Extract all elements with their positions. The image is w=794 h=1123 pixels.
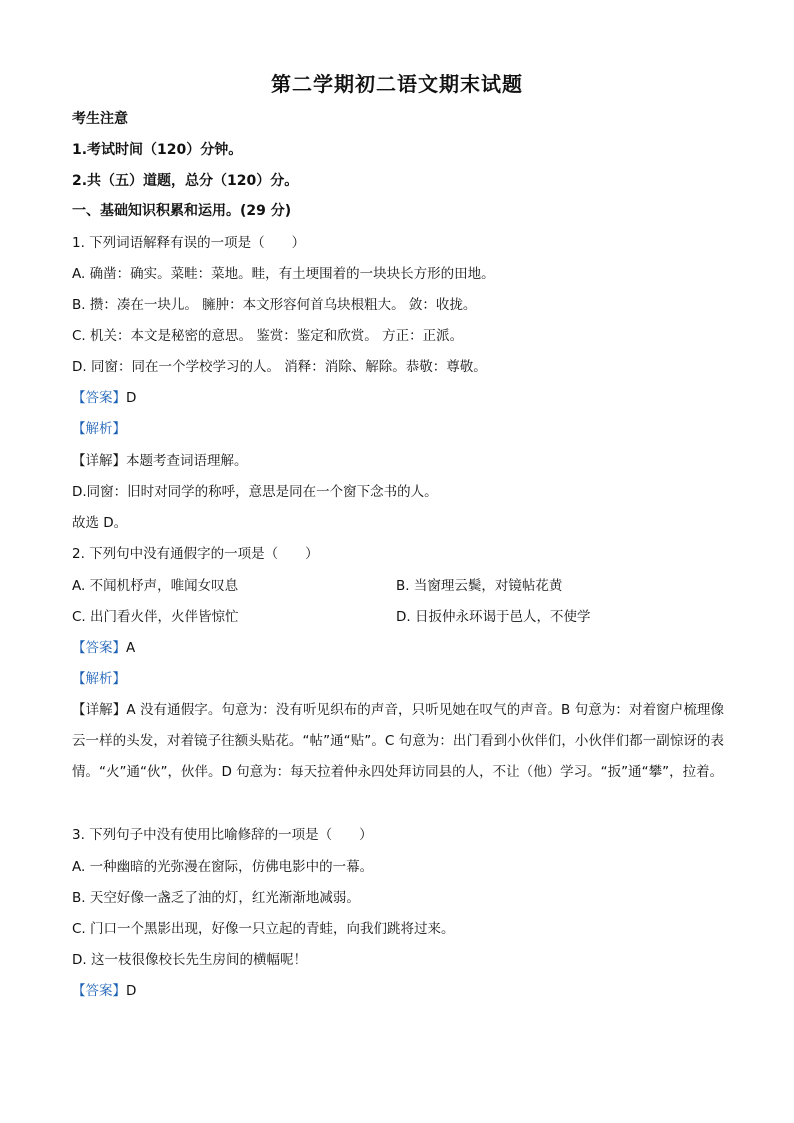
detail-tag: 【详解】 (72, 702, 127, 718)
q2-option-a: A. 不闻机杼声，唯闻女叹息 (72, 578, 239, 594)
detail-text: A 没有通假字。句意为：没有听见织布的声音，只听见她在叹气的声音。B 句意为：对着窗户梳理像云一样的头发，对着镜子往额头贴花。“帖”通“贴”。C 句意为：出门看到小伙伴们，小伙伴们都一副惊讶的表情。“火”通“伙”，伙伴。D 句意为：每天拉着仲永四处拜访同县的人，不让（他）学习。“扳”通“攀”，拉着。 (72, 702, 725, 780)
page-title: 第二学期初二语文期末试题 (271, 72, 523, 96)
q1-option-c: C. 机关：本文是秘密的意思。 鉴赏：鉴定和欣赏。 方正：正派。 (72, 328, 464, 344)
q3-option-a: A. 一种幽暗的光弥漫在窗际，仿佛电影中的一幕。 (72, 859, 374, 875)
answer-tag: 【答案】 (72, 983, 126, 999)
q1-detail (72, 452, 248, 470)
q3-option-c: C. 门口一个黑影出现，好像一只立起的青蛙，向我们跳将过来。 (72, 921, 455, 937)
section-heading: 一、基础知识积累和运用。(29 分) (72, 203, 292, 219)
detail-tag: 【详解】 (72, 453, 126, 469)
answer-value: D (126, 390, 137, 406)
q2-detail (72, 695, 724, 788)
q2-option-d: D. 日扳仲永环谒于邑人，不使学 (396, 609, 591, 625)
q2-stem: 2. 下列句中没有通假字的一项是（ ） (72, 546, 319, 562)
q3-option-b: B. 天空好像一盏乏了油的灯，红光渐渐地减弱。 (72, 890, 360, 906)
q2-option-c: C. 出门看火伴，火伴皆惊忙 (72, 609, 239, 625)
q1-analysis-tag: 【解析】 (72, 421, 126, 437)
answer-tag: 【答案】 (72, 640, 126, 656)
notice-item-1: 1.考试时间（120）分钟。 (72, 142, 243, 158)
q1-answer (72, 389, 136, 407)
q2-option-b: B. 当窗理云鬓，对镜帖花黄 (396, 578, 563, 594)
q1-option-d: D. 同窗：同在一个学校学习的人。 消释：消除、解除。恭敬：尊敬。 (72, 359, 487, 375)
q1-option-b: B. 攒：凑在一块儿。 臃肿：本文形容何首乌块根粗大。 敛：收拢。 (72, 297, 477, 313)
q1-option-a: A. 确凿：确实。菜畦：菜地。畦，有土埂围着的一块块长方形的田地。 (72, 266, 495, 282)
notice-item-2: 2.共（五）道题，总分（120）分。 (72, 173, 299, 189)
answer-tag: 【答案】 (72, 390, 126, 406)
q1-conclusion: 故选 D。 (72, 515, 128, 531)
q1-detail-line2: D.同窗：旧时对同学的称呼，意思是同在一个窗下念书的人。 (72, 484, 438, 500)
q3-option-d: D. 这一枝很像校长先生房间的横幅呢！ (72, 952, 307, 968)
q2-analysis-tag: 【解析】 (72, 671, 126, 687)
detail-text: 本题考查词语理解。 (126, 453, 248, 469)
answer-value: A (126, 640, 136, 656)
notice-heading: 考生注意 (72, 111, 128, 127)
q2-answer (72, 639, 135, 657)
q3-answer (72, 982, 136, 1000)
q3-stem: 3. 下列句子中没有使用比喻修辞的一项是（ ） (72, 827, 373, 843)
answer-value: D (126, 983, 137, 999)
q1-stem: 1. 下列词语解释有误的一项是（ ） (72, 235, 306, 251)
